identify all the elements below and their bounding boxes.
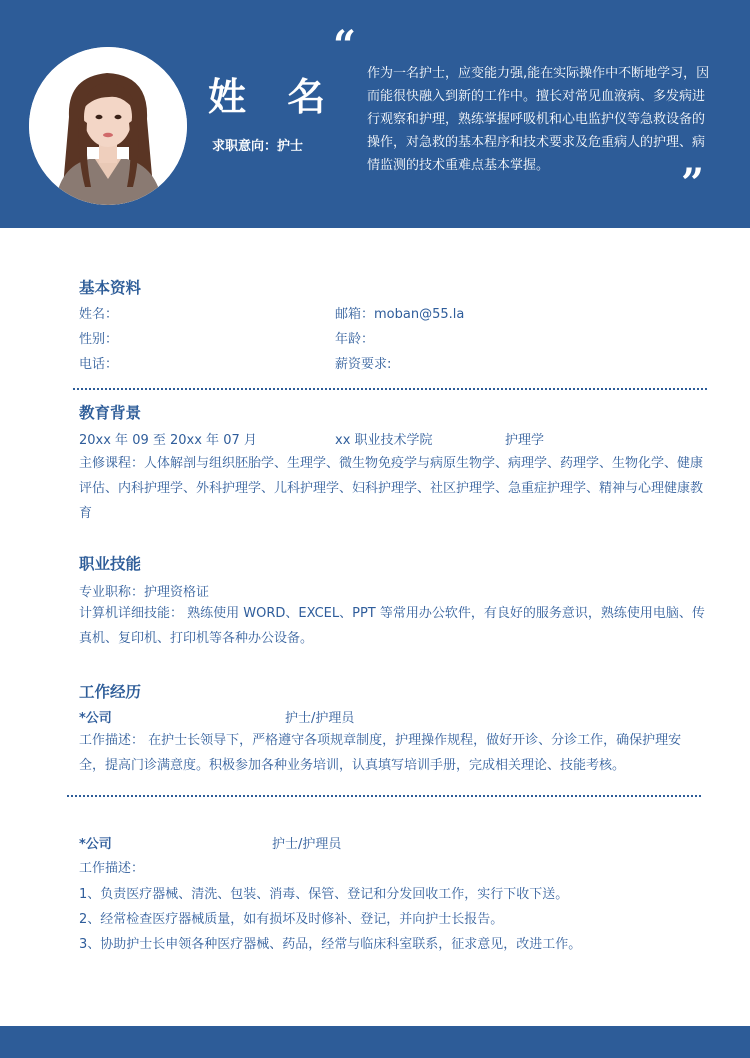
job2-item: 2、经常检查医疗器械质量，如有损坏及时修补、登记，并向护士长报告。 — [79, 912, 504, 927]
avatar — [29, 47, 187, 205]
divider — [73, 388, 707, 390]
header-banner — [0, 0, 750, 228]
self-introduction: 作为一名护士，应变能力强,能在实际操作中不断地学习，因而能很快融入到新的工作中。擅长对常见血液病、多发病进行观察和护理，熟练掌握呼吸机和心电监护仪等急救设备的操作，对急救的基本程序和技术要求及危重病人的护理、病情监测的技术重难点基本掌握。 — [367, 66, 710, 173]
job2-position: 护士/护理员 — [272, 837, 342, 852]
education-major: 护理学 — [505, 433, 545, 448]
divider — [67, 795, 701, 797]
candidate-name: 姓 名 — [208, 75, 340, 119]
phone-label: 电话： — [79, 357, 119, 372]
section-title-skills: 职业技能 — [79, 555, 142, 573]
education-school: xx 职业技术学院 — [335, 433, 433, 448]
open-quote-icon: “ — [333, 22, 357, 69]
job1-company: *公司 — [79, 711, 112, 726]
job1-position: 护士/护理员 — [285, 711, 355, 726]
job2-item: 1、负责医疗器械、清洗、包装、消毒、保管、登记和分发回收工作，实行下收下送。 — [79, 887, 569, 902]
age-label: 年龄： — [335, 332, 375, 347]
gender-label: 性别： — [79, 332, 119, 347]
job2-company: *公司 — [79, 837, 112, 852]
email-label: 邮箱：moban@55.la — [335, 307, 465, 322]
salary-label: 薪资要求: — [335, 357, 392, 372]
job2-item: 3、协助护士长申领各种医疗器械、药品，经常与临床科室联系，征求意见，改进工作。 — [79, 937, 582, 952]
name-label: 姓名： — [79, 307, 119, 322]
skills-certificate: 专业职称：护理资格证 — [79, 585, 210, 600]
job-intent: 求职意向：护士 — [212, 139, 304, 154]
footer-banner — [0, 1026, 750, 1058]
close-quote-icon: ” — [681, 160, 705, 207]
education-courses: 主修课程：人体解剖与组织胚胎学、生理学、微生物免疫学与病原生物学、病理学、药理学、生物化学、健康评估、内科护理学、外科护理学、儿科护理学、妇科护理学、社区护理学、急重症护理学、精神与心理健康教育 — [79, 456, 704, 521]
education-period: 20xx 年 09 至 20xx 年 07 月 — [79, 433, 257, 448]
section-title-work: 工作经历 — [79, 683, 142, 701]
job1-description: 工作描述： 在护士长领导下，严格遵守各项规章制度，护理操作规程，做好开诊、分诊工作，确保护理安全，提高门诊满意度。积极参加各种业务培训，认真填写培训手册，完成相关理论、技能考核。 — [79, 733, 682, 773]
profile-photo — [29, 47, 187, 205]
job2-description-label: 工作描述： — [79, 861, 145, 876]
section-title-basic: 基本资料 — [79, 279, 142, 297]
section-title-education: 教育背景 — [79, 404, 142, 422]
skills-computer: 计算机详细技能： 熟练使用 WORD、EXCEL、PPT 等常用办公软件，有良好的服务意识，熟练使用电脑、传真机、复印机、打印机等各种办公设备。 — [79, 606, 705, 646]
